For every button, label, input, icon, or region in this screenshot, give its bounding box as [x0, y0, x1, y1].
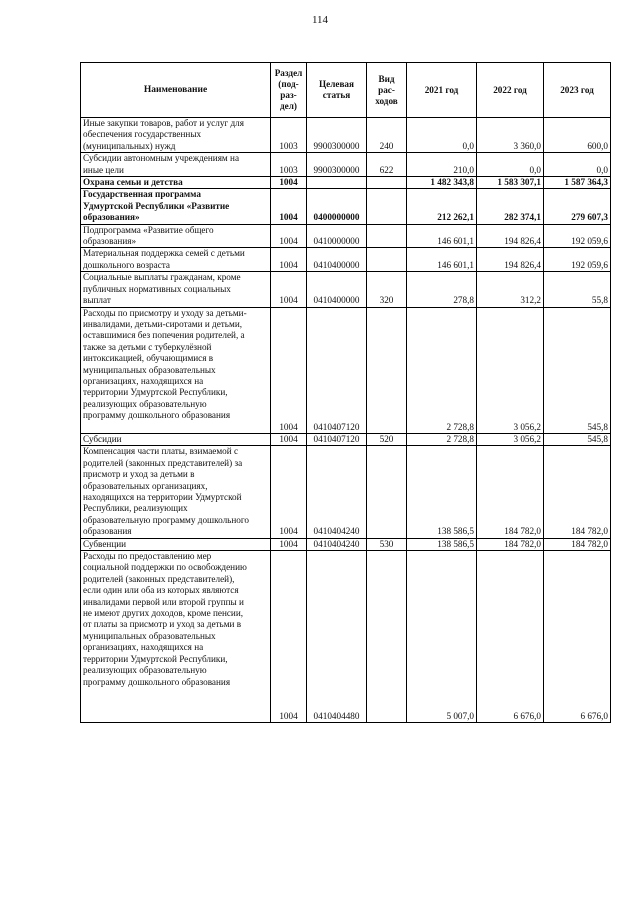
cell-2023-text: 55,8 [591, 295, 608, 306]
cell-2023 [544, 248, 611, 272]
cell-2021-text: 278,8 [453, 295, 474, 306]
cell-target [307, 433, 367, 445]
cell-type [367, 248, 407, 272]
cell-2022 [477, 433, 544, 445]
cell-2023 [544, 118, 611, 153]
cell-2021-text: 212 262,1 [437, 212, 474, 223]
cell-2021 [407, 153, 477, 177]
table-header-row [81, 63, 611, 118]
cell-type [367, 177, 407, 189]
cell-2023-text: 545,8 [587, 421, 608, 432]
cell-2023-text: 545,8 [587, 433, 608, 444]
cell-2023 [544, 224, 611, 248]
cell-type [367, 433, 407, 445]
table-row [81, 153, 611, 177]
cell-type [367, 189, 407, 224]
cell-target [307, 224, 367, 248]
cell-name [81, 272, 271, 307]
column-header-2021: 2021 год [407, 63, 477, 118]
cell-section-text: 1004 [279, 177, 298, 188]
cell-2022-text: 194 826,4 [504, 259, 541, 270]
cell-2021 [407, 189, 477, 224]
cell-name-text: Социальные выплаты гражданам, кроме публичных нормативных социальных выплат [83, 272, 241, 306]
table-row [81, 177, 611, 189]
cell-2022 [477, 307, 544, 433]
column-header-2023: 2023 год [544, 63, 611, 118]
cell-type [367, 272, 407, 307]
cell-2023-text: 1 587 364,3 [564, 177, 608, 188]
table-row [81, 307, 611, 433]
cell-2023-text: 0,0 [596, 164, 608, 175]
cell-2022 [477, 248, 544, 272]
cell-2021 [407, 118, 477, 153]
column-header-type: Вид рас- ходов [367, 63, 407, 118]
table-row [81, 272, 611, 307]
cell-2021-text: 2 728,8 [446, 421, 474, 432]
cell-section-text: 1004 [279, 710, 298, 721]
cell-section [271, 433, 307, 445]
cell-section-text: 1003 [279, 164, 298, 175]
cell-target [307, 551, 367, 723]
cell-2022-text: 1 583 307,1 [497, 177, 541, 188]
cell-2023-text: 6 676,0 [580, 710, 608, 721]
cell-name-text: Расходы по предоставлению мер социальной поддержки по освобождению родителей (законных представителей), если один или оба из которых являются инвалидами первой или второй группы и не имеют других доходов, кроме пенсии, от платы за присмотр и уход за детьми в муниципальных образовательных организациях, находящихся на территории Удмуртской Республики, реализующих образовательную программу дошкольного образования [83, 551, 247, 687]
cell-target-text: 0410404480 [313, 710, 360, 721]
cell-2022-text: 184 782,0 [504, 526, 541, 537]
cell-target-text: 0410000000 [313, 236, 360, 247]
cell-2023 [544, 551, 611, 723]
cell-2022 [477, 272, 544, 307]
cell-2022 [477, 118, 544, 153]
cell-target-text: 0410404240 [313, 538, 360, 549]
cell-section-text: 1004 [279, 236, 298, 247]
cell-2021 [407, 433, 477, 445]
cell-name [81, 153, 271, 177]
cell-name-text: Подпрограмма «Развитие общего образования» [83, 224, 214, 247]
cell-2021-text: 210,0 [453, 164, 474, 175]
cell-2022-text: 3 056,2 [513, 421, 541, 432]
cell-target [307, 248, 367, 272]
cell-section [271, 446, 307, 538]
cell-2021-text: 138 586,5 [437, 526, 474, 537]
cell-name [81, 189, 271, 224]
cell-name [81, 224, 271, 248]
cell-type [367, 551, 407, 723]
cell-2022 [477, 177, 544, 189]
cell-name [81, 177, 271, 189]
cell-name-text: Компенсация части платы, взимаемой с родителей (законных представителей) за присмотр и уход за детьми в образовательных организациях, находящихся на территории Удмуртской Республики, реализующих образовательную программу дошкольного образования [83, 446, 249, 537]
cell-2021-text: 0,0 [462, 140, 474, 151]
cell-2023-text: 184 782,0 [571, 526, 608, 537]
cell-2023 [544, 153, 611, 177]
cell-section [271, 189, 307, 224]
cell-target-text: 0410400000 [313, 259, 360, 270]
cell-target [307, 272, 367, 307]
cell-2021 [407, 272, 477, 307]
cell-2022-text: 312,2 [520, 295, 541, 306]
cell-2021 [407, 248, 477, 272]
cell-name [81, 446, 271, 538]
page-number: 114 [311, 14, 329, 26]
cell-2023 [544, 272, 611, 307]
cell-2023 [544, 307, 611, 433]
cell-type [367, 224, 407, 248]
cell-2021 [407, 538, 477, 550]
cell-type [367, 307, 407, 433]
cell-section [271, 177, 307, 189]
table-row [81, 189, 611, 224]
cell-type [367, 118, 407, 153]
cell-2022 [477, 551, 544, 723]
cell-name [81, 248, 271, 272]
cell-section-text: 1004 [279, 433, 298, 444]
cell-2021 [407, 446, 477, 538]
cell-type [367, 538, 407, 550]
cell-section-text: 1004 [279, 295, 298, 306]
cell-section-text: 1003 [279, 140, 298, 151]
cell-2021-text: 138 586,5 [437, 538, 474, 549]
cell-target [307, 177, 367, 189]
cell-section-text: 1004 [279, 212, 298, 223]
cell-section [271, 224, 307, 248]
cell-2023-text: 192 059,6 [571, 259, 608, 270]
cell-2021-text: 5 007,0 [446, 710, 474, 721]
cell-section [271, 118, 307, 153]
cell-section [271, 551, 307, 723]
cell-name-text: Иные закупки товаров, работ и услуг для обеспечения государственных (муниципальных) нужд [83, 118, 244, 151]
cell-2023-text: 279 607,3 [571, 212, 608, 223]
column-header-name: Наименование [81, 63, 271, 118]
cell-section [271, 153, 307, 177]
cell-2023 [544, 189, 611, 224]
cell-target [307, 307, 367, 433]
cell-name-text: Расходы по присмотру и уходу за детьми- инвалидами, детьми-сиротами и детьми, оставшимися без попечения родителей, а также за детьми с туберкулёзной интоксикацией, обучающимися в муниципальных образовательных организациях, находящихся на территории Удмуртской Республики, реализующих образовательную программу дошкольного образования [83, 307, 247, 421]
cell-target [307, 446, 367, 538]
table-row [81, 538, 611, 550]
cell-2023-text: 192 059,6 [571, 236, 608, 247]
cell-name-text: Материальная поддержка семей с детьми дошкольного возраста [83, 248, 245, 270]
cell-type-text: 530 [379, 538, 394, 549]
budget-table [80, 62, 611, 723]
cell-2021-text: 146 601,1 [437, 236, 474, 247]
table-row [81, 433, 611, 445]
cell-type-text: 520 [379, 433, 394, 444]
cell-target-text: 0400000000 [313, 212, 360, 223]
cell-2022 [477, 446, 544, 538]
table-body [81, 118, 611, 723]
table-row [81, 224, 611, 248]
cell-2022 [477, 538, 544, 550]
cell-name-text: Субвенции [83, 538, 127, 549]
cell-2023-text: 600,0 [587, 140, 608, 151]
cell-2023 [544, 538, 611, 550]
cell-name-text: Охрана семьи и детства [83, 177, 183, 188]
cell-type [367, 446, 407, 538]
cell-2021-text: 146 601,1 [437, 259, 474, 270]
cell-2021-text: 2 728,8 [446, 433, 474, 444]
cell-name [81, 538, 271, 550]
cell-2023 [544, 446, 611, 538]
column-header-target: Целевая статья [307, 63, 367, 118]
cell-name [81, 307, 271, 433]
column-header-section: Раздел (под- раз- дел) [271, 63, 307, 118]
cell-2022 [477, 189, 544, 224]
cell-2022-text: 0,0 [529, 164, 541, 175]
cell-target-text: 0410407120 [313, 421, 360, 432]
column-header-2022: 2022 год [477, 63, 544, 118]
cell-name [81, 118, 271, 153]
cell-2023 [544, 177, 611, 189]
cell-2021 [407, 551, 477, 723]
cell-section [271, 307, 307, 433]
cell-2022-text: 194 826,4 [504, 236, 541, 247]
cell-name-text: Государственная программа Удмуртской Республики «Развитие образования» [83, 189, 230, 223]
cell-section [271, 248, 307, 272]
cell-target-text: 0410404240 [313, 526, 360, 537]
cell-type-text: 320 [379, 295, 394, 306]
cell-section-text: 1004 [279, 421, 298, 432]
cell-2021 [407, 224, 477, 248]
cell-name-text: Субсидии [83, 433, 122, 444]
table-row [81, 446, 611, 538]
cell-2023-text: 184 782,0 [571, 538, 608, 549]
cell-2023 [544, 433, 611, 445]
cell-name-text: Субсидии автономным учреждениям на иные цели [83, 153, 240, 175]
cell-target [307, 153, 367, 177]
cell-type-text: 622 [379, 164, 394, 175]
cell-2022-text: 3 360,0 [513, 140, 541, 151]
table-row [81, 118, 611, 153]
cell-section [271, 538, 307, 550]
cell-2022-text: 3 056,2 [513, 433, 541, 444]
cell-type [367, 153, 407, 177]
table-row [81, 248, 611, 272]
cell-2022 [477, 153, 544, 177]
cell-2022-text: 184 782,0 [504, 538, 541, 549]
cell-target-text: 9900300000 [313, 140, 360, 151]
cell-section-text: 1004 [279, 259, 298, 270]
cell-section-text: 1004 [279, 526, 298, 537]
cell-section [271, 272, 307, 307]
cell-2021-text: 1 482 343,8 [430, 177, 474, 188]
cell-2022-text: 282 374,1 [504, 212, 541, 223]
cell-target [307, 189, 367, 224]
cell-target-text: 0410400000 [313, 295, 360, 306]
cell-2022-text: 6 676,0 [513, 710, 541, 721]
cell-section-text: 1004 [279, 538, 298, 549]
cell-target-text: 0410407120 [313, 433, 360, 444]
cell-target [307, 118, 367, 153]
cell-name [81, 551, 271, 723]
cell-target [307, 538, 367, 550]
cell-name [81, 433, 271, 445]
table-row [81, 551, 611, 723]
cell-2021 [407, 307, 477, 433]
cell-target-text: 9900300000 [313, 164, 360, 175]
cell-2021 [407, 177, 477, 189]
cell-type-text: 240 [379, 140, 394, 151]
cell-2022 [477, 224, 544, 248]
